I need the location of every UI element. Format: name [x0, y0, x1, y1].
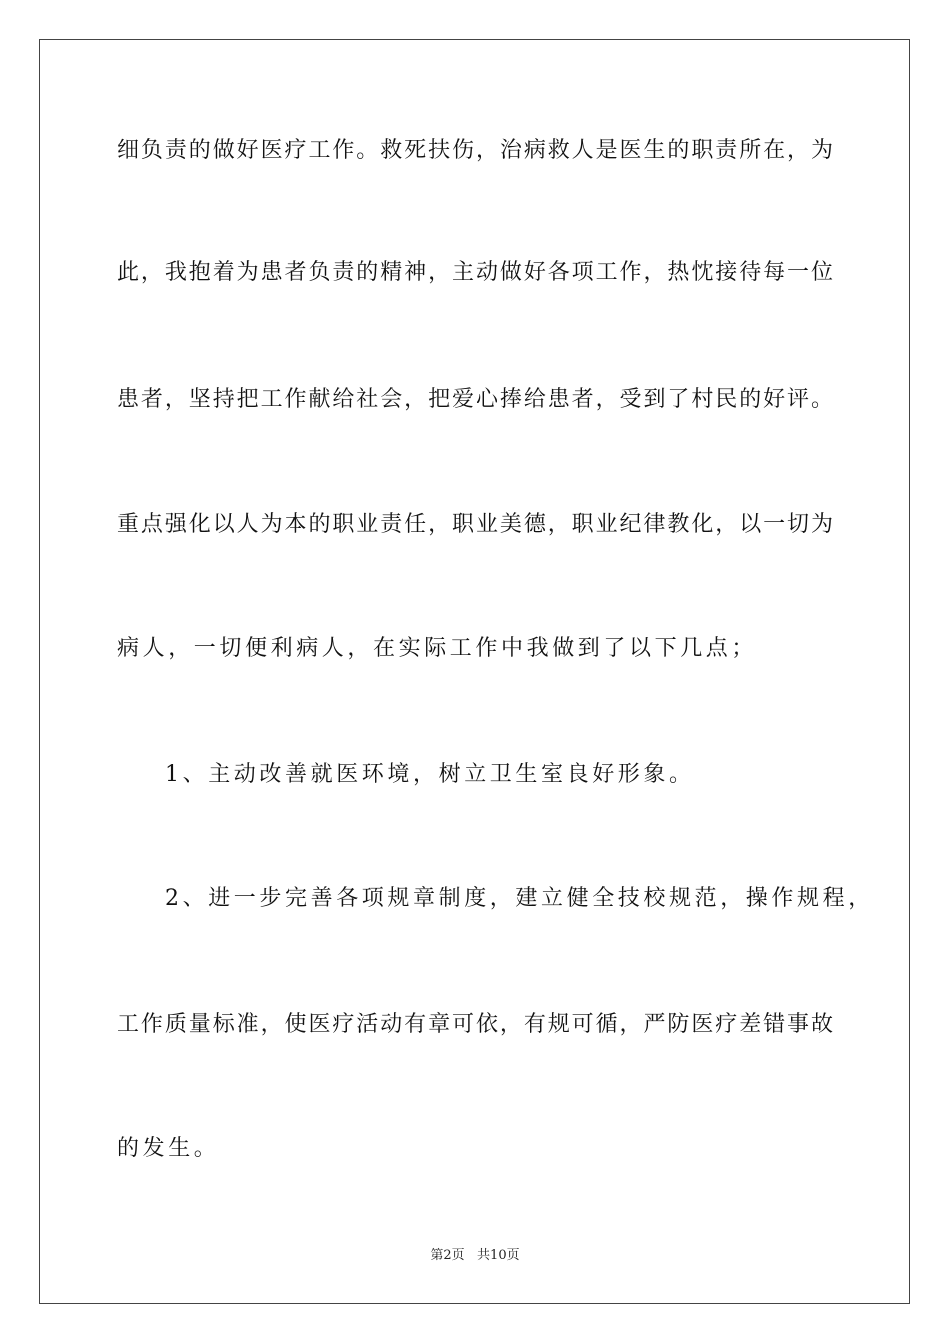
page-border	[39, 39, 910, 1304]
paragraph-line: 此，我抱着为患者负责的精神，主动做好各项工作，热忱接待每一位	[117, 260, 833, 285]
paragraph-line: 病人，一切便利病人，在实际工作中我做到了以下几点；	[117, 636, 758, 661]
paragraph-line: 的发生。	[117, 1136, 220, 1161]
page-number-footer: 第2页 共10页	[430, 1248, 520, 1263]
list-item-2: 2、进一步完善各项规章制度，建立健全技校规范，操作规程，	[165, 886, 874, 911]
paragraph-line: 工作质量标准，使医疗活动有章可依，有规可循，严防医疗差错事故	[117, 1012, 833, 1037]
paragraph-line: 患者，坚持把工作献给社会，把爱心捧给患者，受到了村民的好评。	[117, 387, 833, 412]
paragraph-line: 重点强化以人为本的职业责任，职业美德，职业纪律教化，以一切为	[117, 512, 833, 537]
list-item-1: 1、主动改善就医环境，树立卫生室良好形象。	[165, 762, 695, 787]
paragraph-line: 细负责的做好医疗工作。救死扶伤，治病救人是医生的职责所在，为	[117, 138, 833, 163]
